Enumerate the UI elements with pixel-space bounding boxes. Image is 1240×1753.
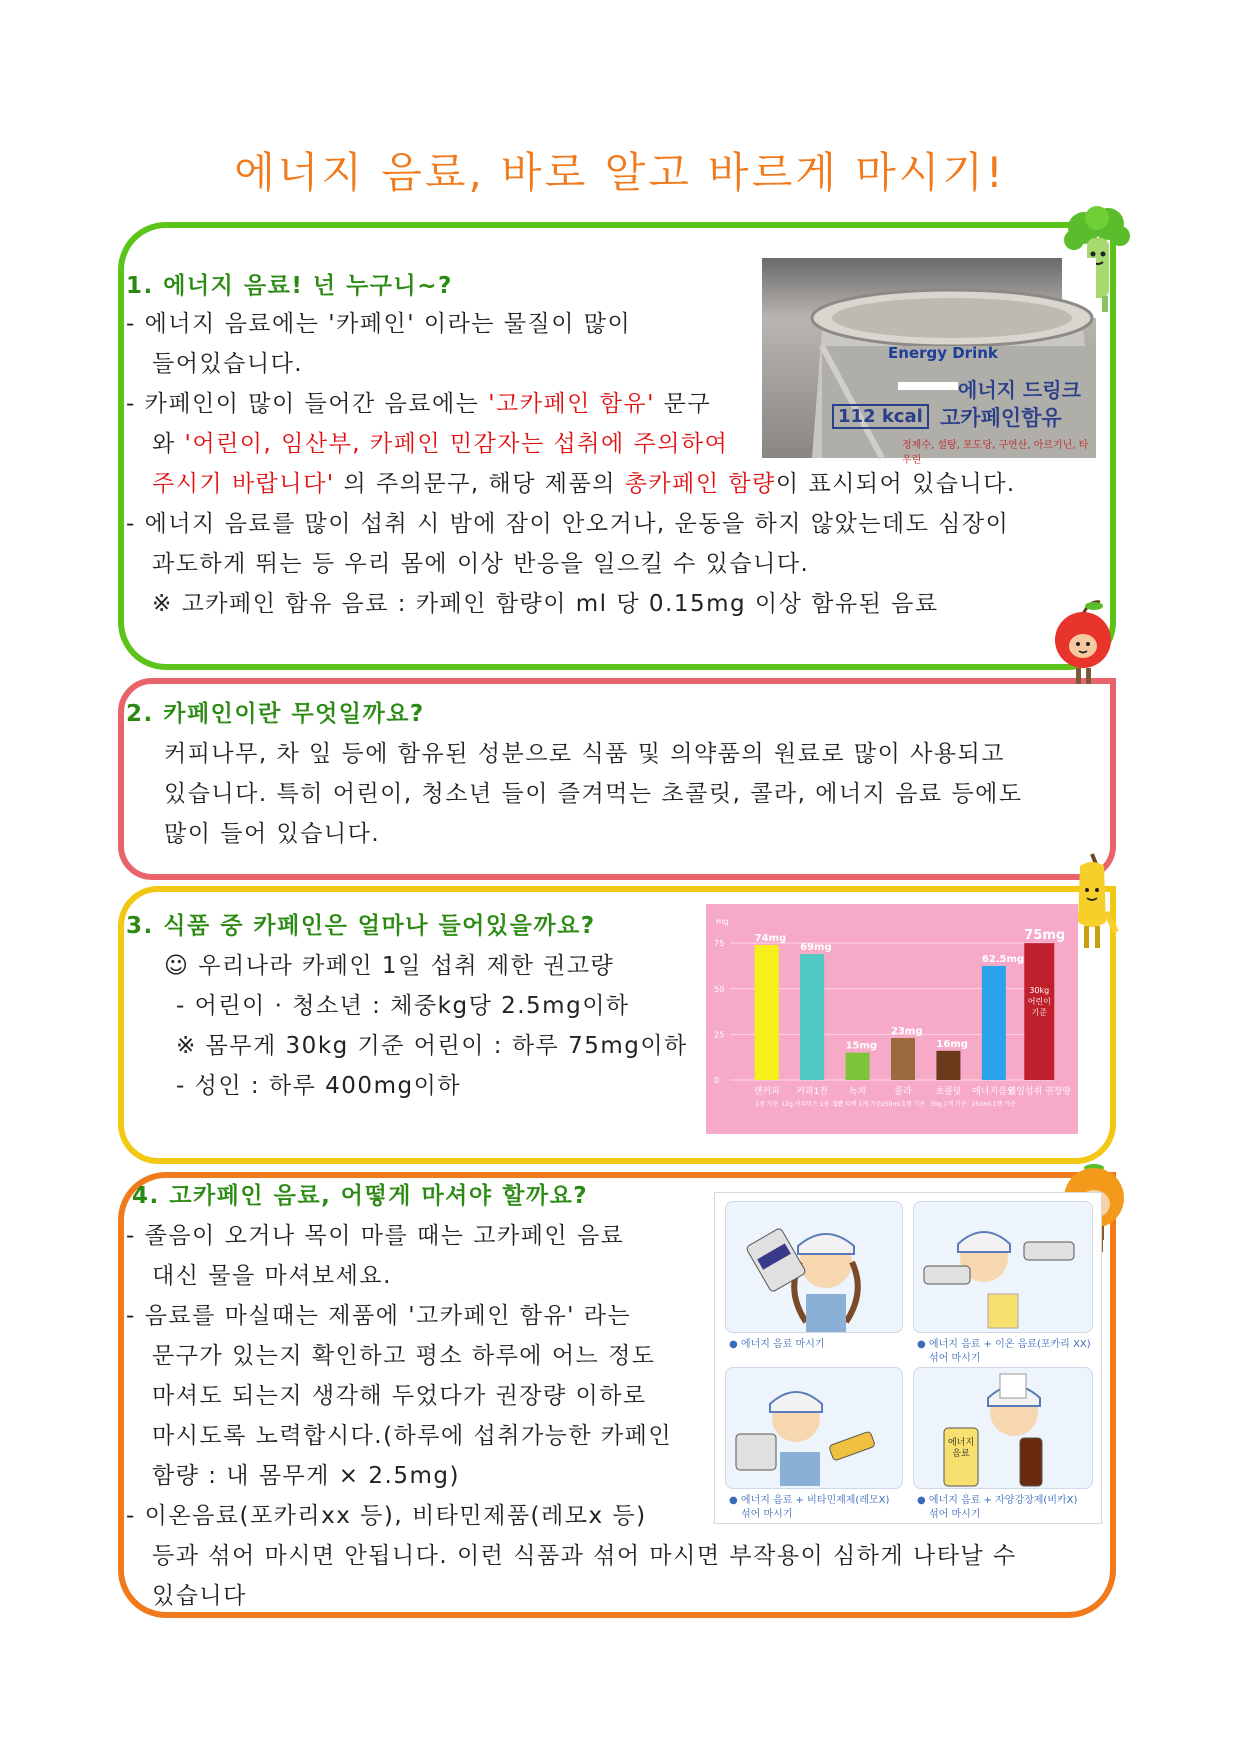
illustration-panel-4 [913, 1367, 1093, 1489]
category-label: 커피1잔 [796, 1087, 829, 1097]
s4-line-5: 마셔도 되는지 생각해 두었다가 권장량 이하로 [152, 1383, 647, 1409]
page-title: 에너지 음료, 바로 알고 바르게 마시기! [234, 148, 1006, 197]
s4-line-3: - 음료를 마실때는 제품에 '고카페인 함유' 라는 [126, 1303, 632, 1329]
bar-value-label: 62.5mg [981, 953, 1025, 965]
can-ingredients-text: 정제수, 설탕, 포도당, 구연산, 아르기닌, 타우린 [902, 440, 1089, 466]
y-tick-label: 0 [714, 1076, 720, 1085]
s1-line-1: - 에너지 음료에는 '카페인' 이라는 물질이 많이 [126, 311, 632, 337]
s4-line-2: 대신 물을 마셔보세요. [152, 1263, 392, 1289]
s2-line-1: 커피나무, 차 잎 등에 함유된 성분으로 식품 및 의약품의 원료로 많이 사용되고 [164, 741, 1005, 767]
s2-line-3: 많이 들어 있습니다. [164, 821, 381, 847]
y-tick-label: 50 [714, 984, 725, 994]
s4-line-10: 있습니다 [152, 1583, 247, 1609]
s1-line-4-a: 와 [152, 431, 185, 457]
category-sublabel: 1잔,티백 1개 기준 [833, 1101, 882, 1108]
category-sublabel: 250ml,1캔 기준 [881, 1101, 925, 1108]
s1-line-5 [152, 464, 1016, 505]
bar-value-label: 23mg [891, 1026, 923, 1038]
drinking-illustration-grid [714, 1192, 1102, 1524]
s1-line-8: ※ 고카페인 함유 음료 : 카페인 함량이 ml 당 0.15mg 이상 함유된 음료 [152, 591, 939, 617]
category-sublabel: 12g,커피믹스 1봉 기준 [781, 1101, 843, 1108]
category-sublabel: 30g,1개 기준 [930, 1101, 967, 1108]
caption-1: ● 에너지 음료 마시기 [729, 1339, 825, 1350]
s2-line-2: 있습니다. 특히 어린이, 청소년 들이 즐겨먹는 초콜릿, 콜라, 에너지 음료 등에도 [164, 781, 1023, 807]
bar-5 [982, 966, 1006, 1080]
s3-line-4: - 성인 : 하루 400mg이하 [176, 1073, 462, 1099]
category-sublabel: 250ml,1캔 기준 [971, 1101, 1016, 1108]
caption-2b: 섞어 마시기 [929, 1353, 981, 1364]
caffeine-bar-chart [706, 904, 1078, 1134]
s4-line-4: 문구가 있는지 확인하고 평소 하루에 어느 정도 [152, 1343, 656, 1369]
can-label-text: 에너지음료 [947, 1438, 975, 1459]
bar-1 [800, 954, 824, 1080]
category-label: 콜라 [894, 1087, 912, 1097]
apple-mascot-icon [1050, 596, 1116, 692]
can-kcal-text: 112 kcal [832, 404, 929, 429]
s4-line-9: 등과 섞어 마시면 안됩니다. 이런 식품과 섞어 마시면 부작용이 심하게 나타날 수 [152, 1543, 1017, 1569]
energy-drink-can-photo [762, 258, 1096, 466]
can-brand-text: Energy Drink [888, 344, 998, 362]
caption-3a: ● 에너지 음료 + 비타민제제(레모X) [729, 1495, 890, 1506]
category-label: 캔커피 [753, 1087, 780, 1097]
bar-2 [846, 1053, 870, 1080]
illustration-panel-1 [725, 1201, 903, 1333]
illustration-panel-2 [913, 1201, 1093, 1333]
s4-line-1: - 졸음이 오거나 목이 마를 때는 고카페인 음료 [126, 1223, 625, 1249]
y-tick-label: 25 [714, 1030, 725, 1040]
warning-text-1: '어린이, 임산부, 카페인 민감자는 섭취에 주의하여 [184, 431, 729, 457]
caption-2a: ● 에너지 음료 + 이온 음료(포카리 XX) [917, 1339, 1091, 1350]
can-label-2: 고카페인함유 [940, 406, 1062, 430]
s1-line-7: 과도하게 뛰는 등 우리 몸에 이상 반응을 일으킬 수 있습니다. [152, 551, 810, 577]
can-label-1: 에너지 드링크 [958, 378, 1081, 402]
y-tick-label: 75 [714, 939, 725, 949]
s3-line-2: - 어린이 · 청소년 : 체중kg당 2.5mg이하 [176, 993, 630, 1019]
warning-text-2: 주시기 바랍니다' [152, 471, 335, 497]
s1-line-3-c: 문구 [654, 391, 712, 417]
caption-4a: ● 에너지 음료 + 자양강장제(비카X) [917, 1495, 1078, 1506]
category-label: 녹차 [848, 1087, 867, 1097]
y-axis-unit-label: mg [716, 917, 729, 926]
s4-line-7: 함량 : 내 몸무게 × 2.5mg) [152, 1463, 460, 1489]
s3-line-1: ☺ 우리나라 카페인 1일 섭취 제한 권고량 [164, 953, 615, 979]
bar-value-label: 75mg [1024, 928, 1066, 944]
section-4-heading: 4. 고카페인 음료, 어떻게 마셔야 할까요? [132, 1183, 589, 1209]
total-caffeine-text: 총카페인 함량 [624, 471, 776, 497]
bar-value-label: 74mg [754, 932, 787, 944]
category-label: 에너지음료 [972, 1087, 1016, 1097]
bar-note-text: 30kg [1029, 986, 1050, 996]
s1-line-5-b: 의 주의문구, 해당 제품의 [334, 471, 625, 497]
high-caffeine-label-text: '고카페인 함유' [488, 391, 655, 417]
s1-line-3 [126, 384, 711, 425]
bar-value-label: 16mg [936, 1038, 968, 1050]
bar-value-label: 69mg [800, 942, 832, 954]
bar-0 [755, 945, 779, 1080]
bar-value-label: 15mg [845, 1040, 878, 1052]
bar-4 [936, 1051, 960, 1080]
section-2-heading: 2. 카페인이란 무엇일까요? [126, 701, 425, 727]
s1-line-6: - 에너지 음료를 많이 섭취 시 밤에 잠이 안오거나, 운동을 하지 않았는데도 심장이 [126, 511, 1010, 537]
bar-note-text: 기준 [1031, 1008, 1048, 1018]
bar-note-text: 어린이 [1027, 997, 1051, 1007]
label-redaction [898, 382, 958, 390]
category-sublabel: 1캔 기준 [755, 1101, 779, 1108]
illustration-panel-3 [725, 1367, 903, 1489]
category-label: 초콜릿 [935, 1087, 962, 1097]
section-3-heading: 3. 식품 중 카페인은 얼마나 들어있을까요? [126, 913, 596, 939]
s3-line-3: ※ 몸무게 30kg 기준 어린이 : 하루 75mg이하 [176, 1033, 688, 1059]
s1-line-2: 들어있습니다. [152, 351, 304, 377]
s4-line-6: 마시도록 노력합시다.(하루에 섭취가능한 카페인 [152, 1423, 673, 1449]
s1-line-4 [152, 424, 728, 465]
s4-line-8: - 이온음료(포카리xx 등), 비타민제품(레모x 등) [126, 1503, 647, 1529]
section-1-heading: 1. 에너지 음료! 넌 누구니~? [126, 273, 453, 299]
s1-line-5-d: 이 표시되어 있습니다. [775, 471, 1016, 497]
category-label: 일일섭취 권장량 [1007, 1087, 1072, 1097]
caption-4b: 섞어 마시기 [929, 1509, 981, 1520]
caption-3b: 섞어 마시기 [741, 1509, 793, 1520]
caffeine-chart [706, 904, 1078, 1134]
s1-line-3-a: - 카페인이 많이 들어간 음료에는 [126, 391, 489, 417]
bar-3 [891, 1038, 915, 1080]
